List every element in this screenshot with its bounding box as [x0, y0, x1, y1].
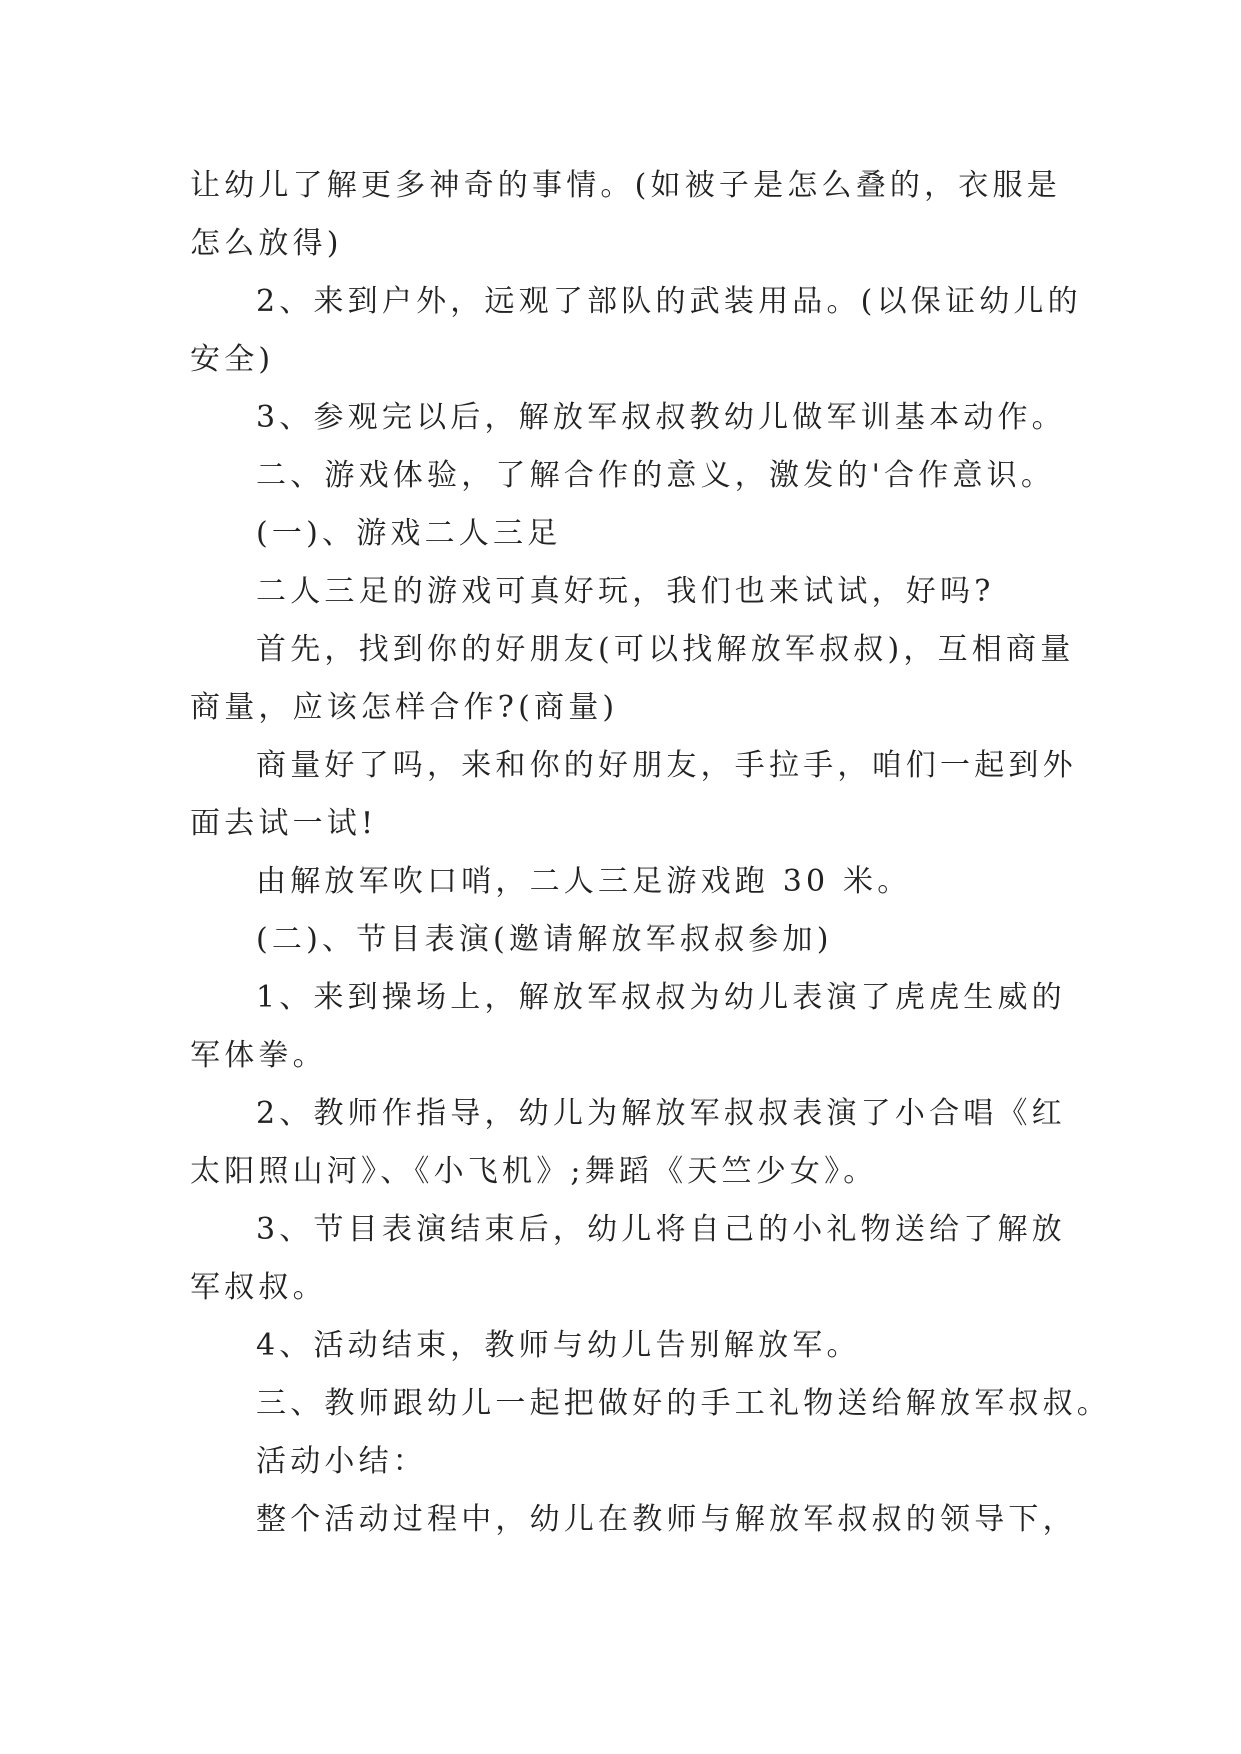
text-line: 3、节目表演结束后，幼儿将自己的小礼物送给了解放	[256, 1212, 1066, 1247]
text-line: 2、来到户外，远观了部队的武装用品。(以保证幼儿的	[256, 284, 1082, 319]
document-page	[190, 157, 1111, 1549]
section-heading: 三、教师跟幼儿一起把做好的手工礼物送给解放军叔叔。	[256, 1386, 1111, 1421]
text-line: 太阳照山河》、《小飞机》;舞蹈《天竺少女》。	[190, 1154, 878, 1189]
text-line: 首先，找到你的好朋友(可以找解放军叔叔)，互相商量	[256, 632, 1075, 667]
summary-heading: 活动小结：	[256, 1444, 427, 1479]
text-line: 二人三足的游戏可真好玩，我们也来试试，好吗?	[256, 574, 995, 609]
text-line: 怎么放得)	[190, 226, 343, 261]
text-line: 安全)	[190, 342, 275, 377]
subsection-heading: (二)、节目表演(邀请解放军叔叔参加)	[256, 922, 833, 957]
text-line: 整个活动过程中，幼儿在教师与解放军叔叔的领导下，	[256, 1502, 1077, 1537]
text-line: 2、教师作指导，幼儿为解放军叔叔表演了小合唱《红	[256, 1096, 1066, 1131]
text-line: 面去试一试!	[190, 806, 378, 841]
text-line: 军体拳。	[190, 1038, 327, 1073]
subsection-heading: (一)、游戏二人三足	[256, 516, 562, 551]
text-line: 让幼儿了解更多神奇的事情。(如被子是怎么叠的，衣服是	[190, 168, 1061, 203]
text-line: 商量，应该怎样合作?(商量)	[190, 690, 619, 725]
text-line: 商量好了吗，来和你的好朋友，手拉手，咱们一起到外	[256, 748, 1077, 783]
text-line: 3、参观完以后，解放军叔叔教幼儿做军训基本动作。	[256, 400, 1066, 435]
text-line: 1、来到操场上，解放军叔叔为幼儿表演了虎虎生威的	[256, 980, 1066, 1015]
text-line: 4、活动结束，教师与幼儿告别解放军。	[256, 1328, 861, 1363]
section-heading: 二、游戏体验，了解合作的意义，激发的'合作意识。	[256, 458, 1056, 493]
text-line: 由解放军吹口哨，二人三足游戏跑 30 米。	[256, 864, 912, 899]
text-line: 军叔叔。	[190, 1270, 327, 1305]
